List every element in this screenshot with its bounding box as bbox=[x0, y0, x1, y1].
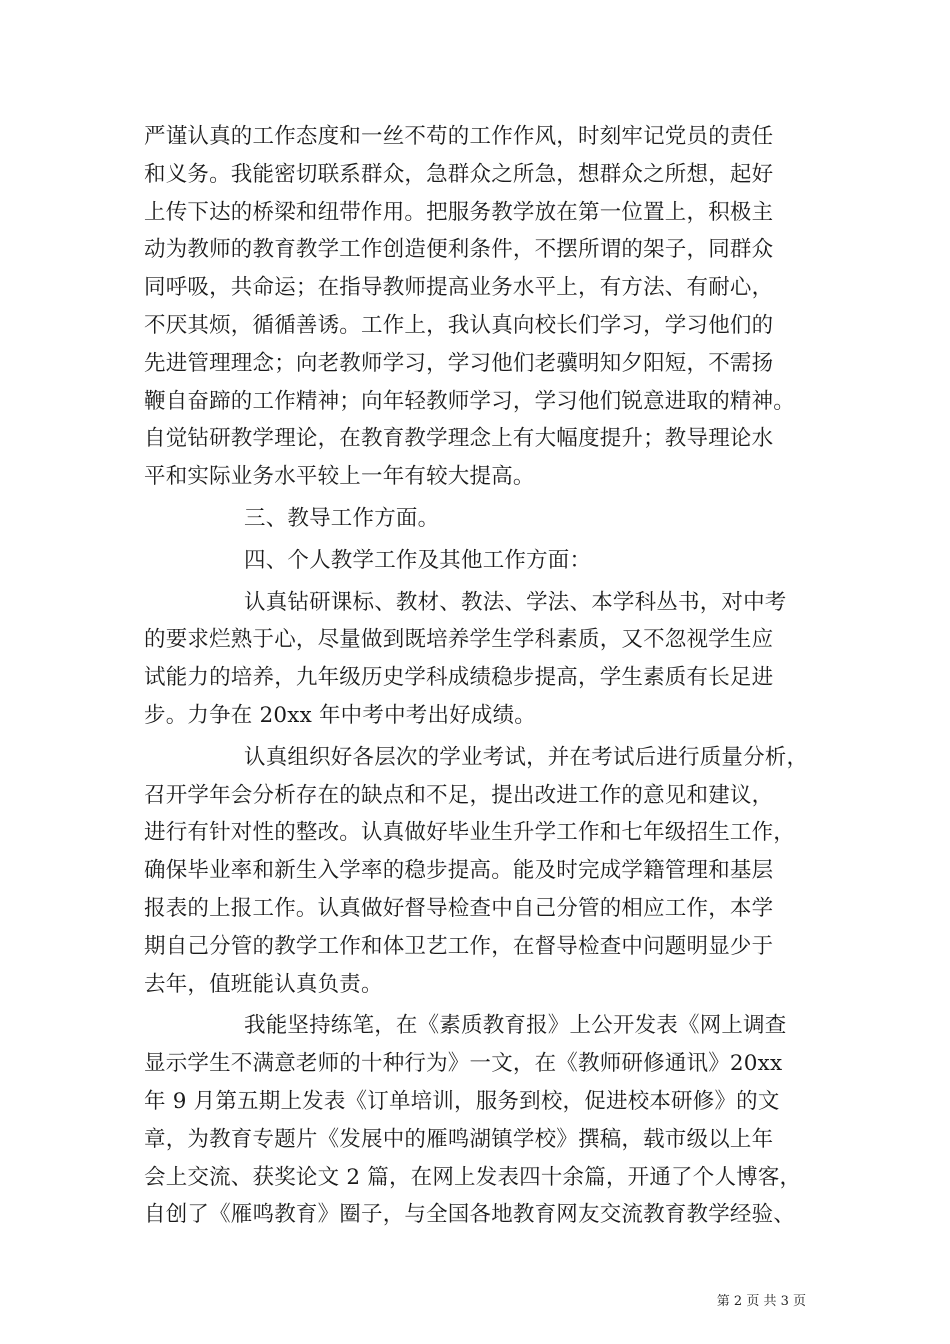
text-line: 动为教师的教育教学工作创造便利条件，不摆所谓的架子，同群众 bbox=[144, 237, 774, 263]
text-line: 确保毕业率和新生入学率的稳步提高。能及时完成学籍管理和基层 bbox=[144, 858, 774, 884]
document-body bbox=[144, 118, 834, 1234]
text-line: 严谨认真的工作态度和一丝不苟的工作作风，时刻牢记党员的责任 bbox=[144, 124, 774, 149]
text-line: 认真钻研课标、教材、教法、学法、本学科丛书，对中考 bbox=[244, 589, 787, 615]
paragraph bbox=[144, 1007, 834, 1234]
text-line: 步。力争在 20xx 年中考中考出好成绩。 bbox=[144, 702, 536, 728]
text-line: 和义务。我能密切联系群众，急群众之所急，想群众之所想，起好 bbox=[144, 161, 774, 187]
text-line: 自觉钻研教学理论，在教育教学理念上有大幅度提升；教导理论水 bbox=[144, 426, 774, 452]
text-line: 召开学年会分析存在的缺点和不足，提出改进工作的意见和建议， bbox=[144, 782, 774, 808]
text-line: 去年，值班能认真负责。 bbox=[144, 971, 383, 997]
text-line: 平和实际业务水平较上一年有较大提高。 bbox=[144, 464, 535, 490]
text-line: 三、教导工作方面。 bbox=[244, 505, 440, 531]
paragraph bbox=[144, 500, 834, 538]
text-line: 期自己分管的教学工作和体卫艺工作，在督导检查中问题明显少于 bbox=[144, 933, 774, 959]
text-line: 我能坚持练笔，在《素质教育报》上公开发表《网上调查 bbox=[244, 1013, 787, 1039]
page-footer: 第 2 页 共 3 页 bbox=[716, 1294, 806, 1309]
text-line: 鞭自奋蹄的工作精神；向年轻教师学习，学习他们锐意进取的精神。 bbox=[144, 388, 796, 414]
text-line: 的要求烂熟于心，尽量做到既培养学生学科素质，又不忽视学生应 bbox=[144, 627, 774, 653]
text-line: 试能力的培养，九年级历史学科成绩稳步提高，学生素质有长足进 bbox=[144, 665, 774, 691]
text-line: 四、个人教学工作及其他工作方面： bbox=[244, 547, 592, 573]
paragraph bbox=[144, 739, 834, 1004]
text-line: 上传下达的桥梁和纽带作用。把服务教学放在第一位置上，积极主 bbox=[144, 199, 774, 225]
paragraph bbox=[144, 584, 834, 735]
text-line: 年 9 月第五期上发表《订单培训，服务到校，促进校本研修》的文 bbox=[144, 1088, 780, 1114]
text-line: 进行有针对性的整改。认真做好毕业生升学工作和七年级招生工作， bbox=[144, 820, 796, 846]
text-line: 同呼吸，共命运；在指导教师提高业务水平上，有方法、有耐心， bbox=[144, 275, 774, 301]
paragraph bbox=[144, 118, 834, 496]
text-line: 认真组织好各层次的学业考试，并在考试后进行质量分析， bbox=[244, 744, 809, 770]
text-line: 报表的上报工作。认真做好督导检查中自己分管的相应工作，本学 bbox=[144, 895, 774, 921]
text-line: 章，为教育专题片《发展中的雁鸣湖镇学校》撰稿，载市级以上年 bbox=[144, 1126, 774, 1152]
text-line: 会上交流、获奖论文 2 篇，在网上发表四十余篇，开通了个人博客， bbox=[144, 1164, 802, 1190]
text-line: 先进管理理念；向老教师学习，学习他们老骥明知夕阳短，不需扬 bbox=[144, 350, 774, 376]
paragraph bbox=[144, 542, 834, 580]
text-line: 显示学生不满意老师的十种行为》一文，在《教师研修通讯》20xx bbox=[144, 1051, 783, 1077]
text-line: 不厌其烦，循循善诱。工作上，我认真向校长们学习，学习他们的 bbox=[144, 312, 774, 338]
text-line: 自创了《雁鸣教育》圈子，与全国各地教育网友交流教育教学经验、 bbox=[144, 1202, 796, 1228]
